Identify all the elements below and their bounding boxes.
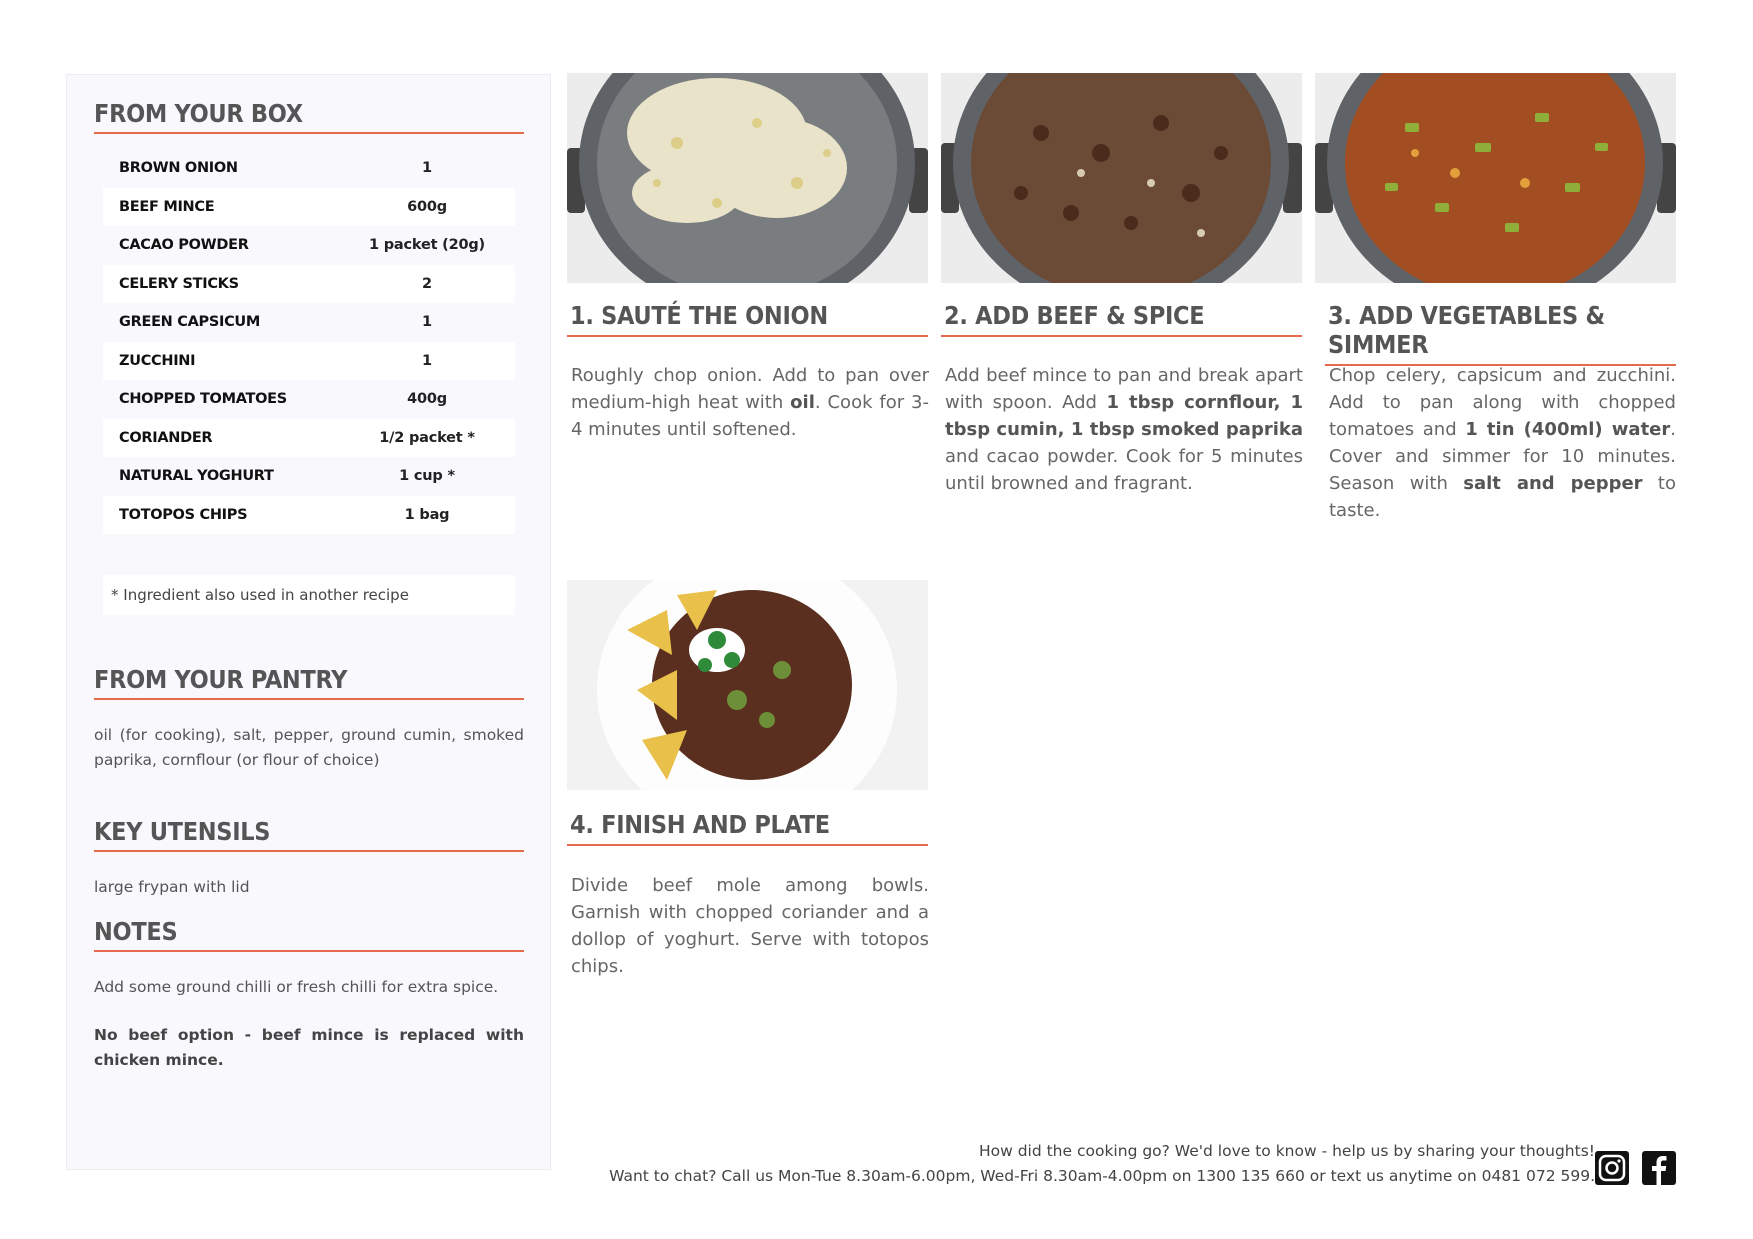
ingredient-row bbox=[103, 265, 515, 304]
step-3-title: 3. ADD VEGETABLES & SIMMER bbox=[1325, 301, 1676, 366]
feedback-text: How did the cooking go? We'd love to know - help us by sharing your thoughts! bbox=[978, 1142, 1595, 1160]
step-2-text bbox=[945, 362, 1303, 497]
step-text-bold: 1 tin (400ml) water bbox=[1465, 419, 1671, 440]
ingredient-row bbox=[103, 342, 515, 381]
ingredient-quantity: 400g bbox=[407, 391, 447, 408]
ingredient-quantity: 1 packet (20g) bbox=[369, 237, 485, 254]
step-4-image bbox=[567, 580, 928, 790]
step-2-image bbox=[941, 73, 1302, 283]
ingredients-table bbox=[103, 149, 515, 534]
ingredient-row bbox=[103, 457, 515, 496]
ingredient-footnote: * Ingredient also used in another recipe bbox=[103, 575, 515, 615]
step-4-title: 4. FINISH AND PLATE bbox=[567, 810, 928, 846]
notes-bold-text: No beef option - beef mince is replaced with chicken mince. bbox=[94, 1026, 524, 1069]
step-3-image bbox=[1315, 73, 1676, 283]
ingredient-quantity: 1 bbox=[422, 160, 432, 177]
step-text-run: Divide beef mole among bowls. Garnish with chopped coriander and a dollop of yoghurt. Serve with totopos chips. bbox=[571, 875, 929, 977]
step-text-run: . Cook for 3-4 minutes until softened. bbox=[571, 392, 929, 440]
ingredient-quantity: 600g bbox=[407, 198, 447, 215]
utensils-text: large frypan with lid bbox=[94, 878, 250, 896]
step-text-bold: salt and pepper bbox=[1463, 473, 1643, 494]
ingredient-quantity: 1 bbox=[422, 314, 432, 331]
step-text-run: . Cover and simmer for 10 minutes. Season with bbox=[1329, 419, 1676, 494]
step-3-text bbox=[1329, 362, 1676, 524]
ingredient-row bbox=[103, 496, 515, 535]
step-1-text bbox=[571, 362, 929, 443]
ingredient-quantity: 1 bag bbox=[404, 506, 450, 523]
ingredient-name: CELERY STICKS bbox=[119, 275, 239, 292]
step-text-run: Add beef mince to pan and break apart with spoon. Add bbox=[945, 365, 1303, 413]
step-text-bold: oil bbox=[790, 392, 815, 413]
step-text-run: Roughly chop onion. Add to pan over medium-high heat with bbox=[571, 365, 929, 413]
ingredients-sidebar bbox=[66, 74, 551, 1170]
facebook-icon[interactable] bbox=[1641, 1150, 1677, 1186]
ingredient-name: GREEN CAPSICUM bbox=[119, 314, 261, 331]
step-4-text bbox=[571, 872, 929, 980]
ingredient-name: BROWN ONION bbox=[119, 160, 238, 177]
step-2-title: 2. ADD BEEF & SPICE bbox=[941, 301, 1302, 337]
ingredient-quantity: 2 bbox=[422, 275, 432, 292]
ingredient-quantity: 1 cup * bbox=[399, 468, 455, 485]
step-text-bold: 1 tbsp cornflour, 1 tbsp cumin, 1 tbsp smoked paprika bbox=[945, 392, 1303, 440]
ingredient-name: TOTOPOS CHIPS bbox=[119, 506, 248, 523]
notes-title: NOTES bbox=[94, 917, 524, 952]
ingredient-name: BEEF MINCE bbox=[119, 198, 215, 215]
ingredient-name: CHOPPED TOMATOES bbox=[119, 391, 287, 408]
from-your-pantry-title: FROM YOUR PANTRY bbox=[94, 665, 524, 700]
ingredient-name: NATURAL YOGHURT bbox=[119, 468, 274, 485]
ingredient-quantity: 1/2 packet * bbox=[379, 429, 475, 446]
ingredient-row bbox=[103, 303, 515, 342]
ingredient-name: CORIANDER bbox=[119, 429, 213, 446]
ingredient-row bbox=[103, 149, 515, 188]
contact-text: Want to chat? Call us Mon-Tue 8.30am-6.00pm, Wed-Fri 8.30am-4.00pm on 1300 135 660 or text us anytime on 0481 072 599. bbox=[609, 1167, 1595, 1185]
ingredient-name: CACAO POWDER bbox=[119, 237, 249, 254]
ingredient-row bbox=[103, 226, 515, 265]
pantry-text: oil (for cooking), salt, pepper, ground cumin, smoked paprika, cornflour (or flour of choice) bbox=[94, 726, 524, 769]
step-text-run: and cacao powder. Cook for 5 minutes until browned and fragrant. bbox=[945, 446, 1303, 494]
key-utensils-title: KEY UTENSILS bbox=[94, 817, 524, 852]
from-your-box-title: FROM YOUR BOX bbox=[94, 99, 524, 134]
step-1-image bbox=[567, 73, 928, 283]
notes-text: Add some ground chilli or fresh chilli for extra spice. bbox=[94, 978, 499, 996]
step-text-run: to taste. bbox=[1329, 473, 1677, 521]
ingredient-row bbox=[103, 380, 515, 419]
ingredient-row bbox=[103, 419, 515, 458]
instagram-icon[interactable] bbox=[1594, 1150, 1630, 1186]
ingredient-row bbox=[103, 188, 515, 227]
step-text-run: Chop celery, capsicum and zucchini. Add to pan along with chopped tomatoes and bbox=[1329, 365, 1676, 440]
ingredient-quantity: 1 bbox=[422, 352, 432, 369]
step-1-title: 1. SAUTÉ THE ONION bbox=[567, 301, 928, 337]
ingredient-name: ZUCCHINI bbox=[119, 352, 196, 369]
